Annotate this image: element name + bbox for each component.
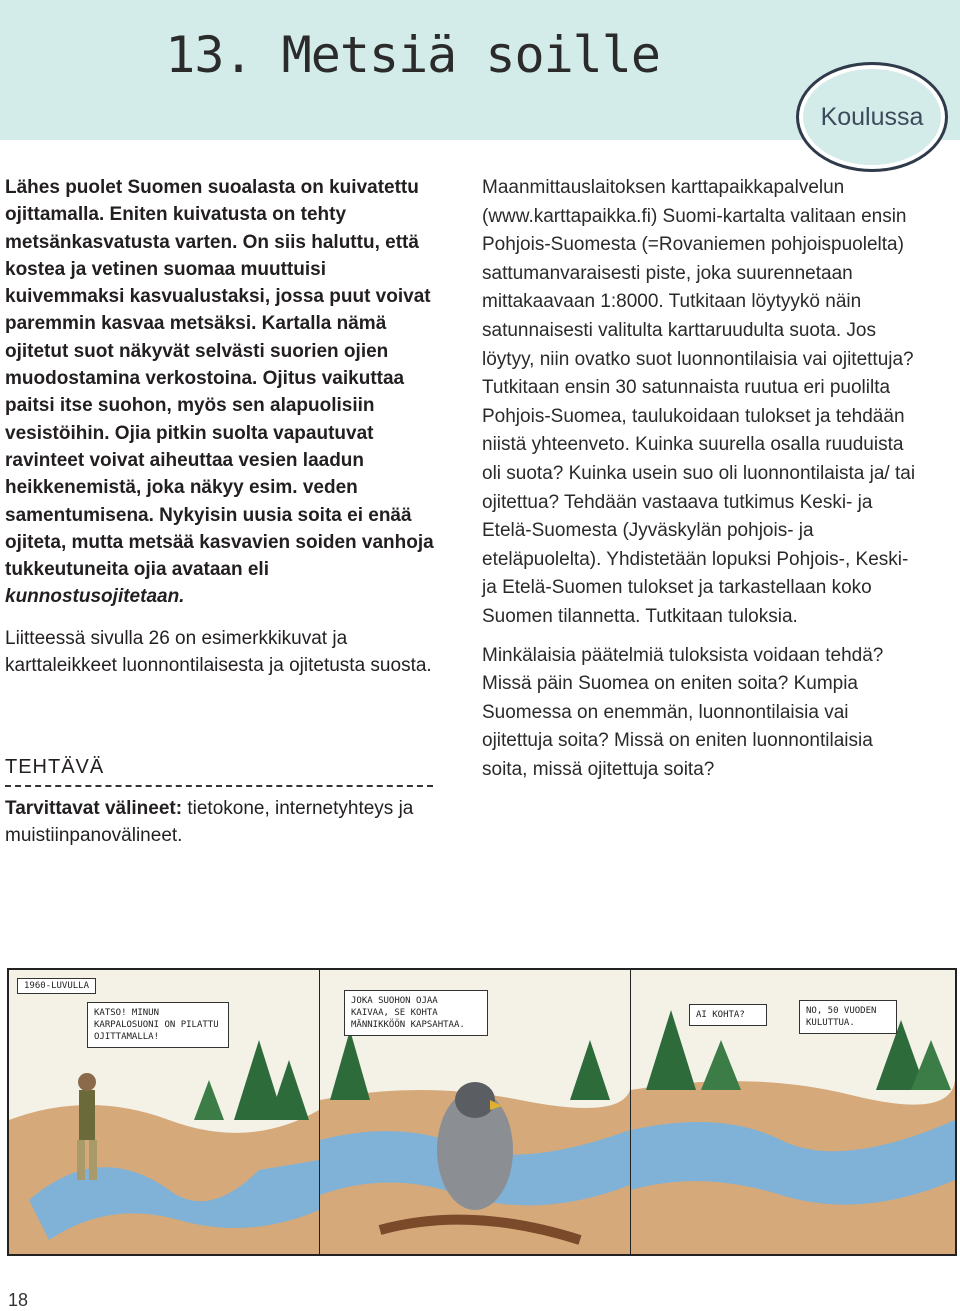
comic-caption: 1960-LUVULLA [17, 978, 96, 994]
right-column [482, 174, 922, 784]
tools-label: Tarvittavat välineet: [5, 798, 183, 819]
section-badge-label: Koulussa [820, 102, 924, 131]
speech-bubble-3: AI KOHTA? [689, 1004, 767, 1026]
comic-panel-2 [320, 970, 632, 1254]
task-tools [5, 795, 435, 850]
page-number: 18 [8, 1290, 29, 1310]
intro-paragraph [5, 174, 435, 611]
tools-text: tietokone, internetyhteys ja muistiinpanovälineet. [5, 798, 414, 847]
task-box [5, 756, 435, 850]
questions-paragraph: Minkälaisia päätelmiä tuloksista voidaan tehdä? Missä päin Suomea on eniten soita? Kumpia Suomessa on enemmän, luonnontilaisia vai ojitettuja soita? Missä on eniten luonnontilaisia soita, missä ojitettuja soita? [482, 644, 884, 780]
reference-paragraph: Liitteessä sivulla 26 on esimerkkikuvat ja karttaleikkeet luonnontilaisesta ja ojitetusta suosta. [5, 627, 432, 677]
section-badge [796, 62, 948, 172]
page-title: 13. Metsiä soille [165, 26, 660, 84]
intro-italic-term: kunnostusojitetaan. [5, 586, 185, 608]
instructions-paragraph: Maanmittauslaitoksen karttapaikkapalvelun (www.karttapaikka.fi) Suomi-kartalta valitaan ensin Pohjois-Suomesta (=Rovaniemen pohjoispuolelta) sattumanvaraisesti piste, joka suurennetaan mittakaavaan 1:8000. Tutkitaan löytyykö näin satunnaisesti valitulta karttaruudulta suota. Jos löytyy, niin ovatko suot luonnontilaisia vai ojitettuja? Tutkitaan ensin 30 satunnaista ruutua eri puolilta Pohjois-Suomea, taulukoidaan tulokset ja tehdään niistä yhteenveto. Kuinka suurella osalla ruuduista oli suota? Kuinka usein suo oli luonnontilaista ja/ tai ojitettua? Tehdään vastaava tutkimus Keski- ja Etelä-Suomesta (Jyväskylän pohjois- ja eteläpuolelta). Yhdistetään lopuksi Pohjois-, Keski- ja Etelä-Suomen tulokset ja tarkastellaan koko Suomen tilannetta. Tutkitaan tuloksia. [482, 177, 916, 627]
dashed-divider [5, 785, 433, 787]
speech-bubble-2: JOKA SUOHON OJAA KAIVAA, SE KOHTA MÄNNIKKÖÖN KAPSAHTAA. [344, 990, 488, 1036]
speech-bubble-1: KATSO! MINUN KARPALOSUONI ON PILATTU OJITTAMALLA! [87, 1002, 229, 1048]
task-title: TEHTÄVÄ [5, 756, 105, 778]
left-column [5, 174, 435, 679]
comic-panel-3 [631, 970, 955, 1254]
panel-3-illustration [631, 970, 955, 1254]
comic-panel-1 [9, 970, 321, 1254]
speech-bubble-4: NO, 50 VUODEN KULUTTUA. [799, 1000, 897, 1034]
comic-strip [7, 968, 957, 1256]
intro-text: Lähes puolet Suomen suoalasta on kuivatettu ojittamalla. Eniten kuivatusta on tehty metsänkasvatusta varten. On siis haluttu, että kostea ja vetinen suomaa muuttuisi kuivemmaksi kasvualustaksi, jossa puut voivat paremmin kasvaa metsäksi. Kartalla nämä ojitetut suot näkyvät selvästi suorien ojien muodostamina verkostoina. Ojitus vaikuttaa paitsi itse suohon, myös sen alapuolisiin vesistöihin. Ojia pitkin suolta vapautuvat ravinteet voivat aiheuttaa vesien laadun heikkenemistä, joka näkyy esim. veden samentumisena. Nykyisin uusia soita ei enää ojiteta, mutta metsää kasvavien soiden vanhoja tukkeutuneita ojia avataan eli [5, 177, 434, 581]
